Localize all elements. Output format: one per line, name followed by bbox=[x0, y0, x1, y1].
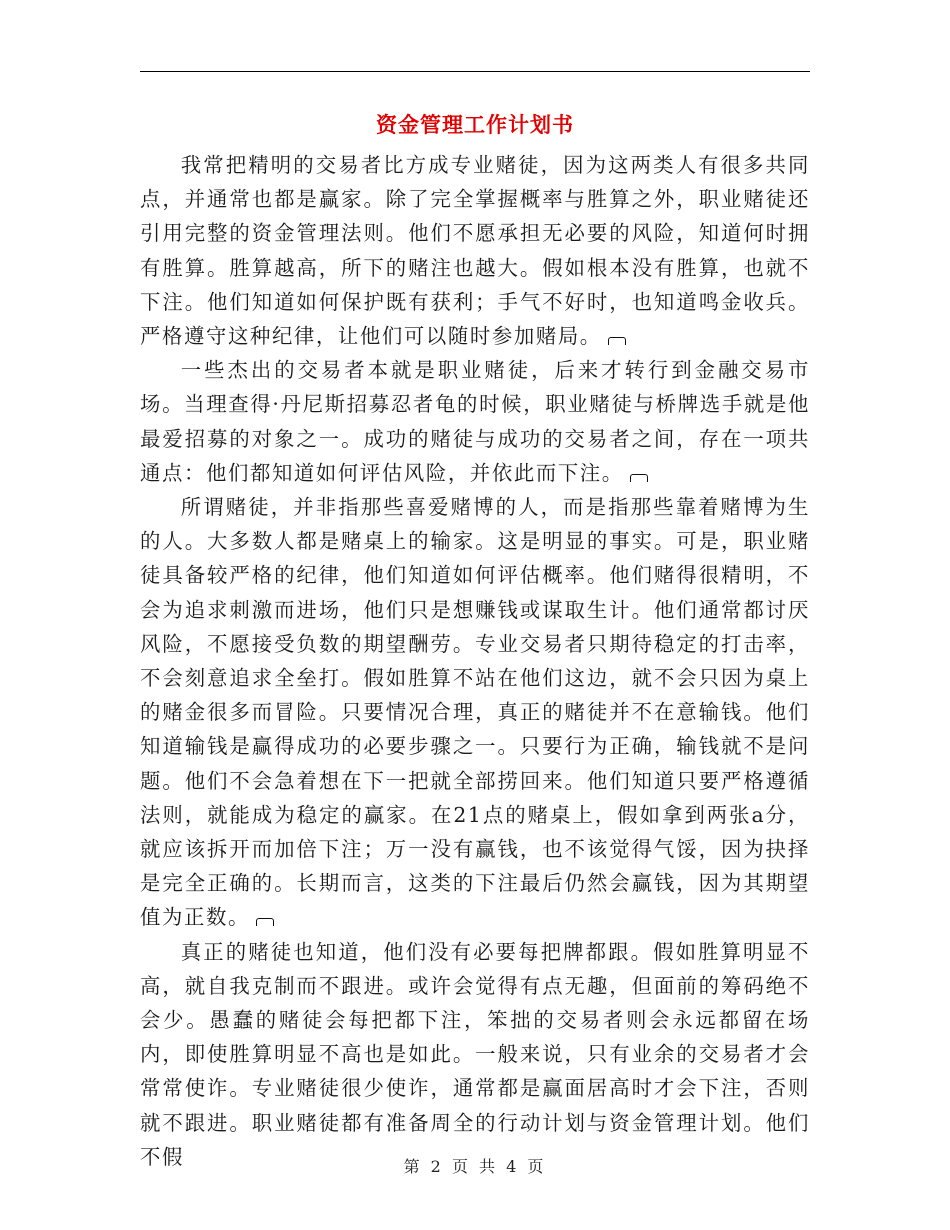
paragraph-3 bbox=[140, 490, 810, 935]
document-body bbox=[140, 148, 810, 1174]
page-number: 第 2 页 共 4 页 bbox=[403, 1157, 547, 1176]
paragraph-4 bbox=[140, 935, 810, 1174]
header-rule bbox=[140, 71, 810, 72]
paragraph-text: 真正的赌徒也知道，他们没有必要每把牌都跟。假如胜算明显不高，就自我克制而不跟进。或许会觉得有点无趣，但面前的筹码绝不会少。愚蠢的赌徒会每把都下注，笨拙的交易者则会永远都留在场内，即使胜算明显不高也是如此。一般来说，只有业余的交易者才会常常使诈。专业赌徒很少使诈，通常都是赢面居高时才会下注，否则就不跟进。职业赌徒都有准备周全的行动计划与资金管理计划。他们不假 bbox=[140, 939, 810, 1169]
paragraph-mark-icon bbox=[630, 474, 648, 482]
paragraph-text: 我常把精明的交易者比方成专业赌徒，因为这两类人有很多共同点，并通常也都是赢家。除了完全掌握概率与胜算之外，职业赌徒还引用完整的资金管理法则。他们不愿承担无必要的风险，知道何时拥有胜算。胜算越高，所下的赌注也越大。假如根本没有胜算，也就不下注。他们知道如何保护既有获利；手气不好时，也知道鸣金收兵。严格遵守这种纪律，让他们可以随时参加赌局。 bbox=[140, 153, 810, 349]
paragraph-mark-icon bbox=[608, 337, 626, 345]
paragraph-1 bbox=[140, 148, 810, 353]
paragraph-2 bbox=[140, 353, 810, 490]
document-title: 资金管理工作计划书 bbox=[376, 112, 574, 137]
paragraph-text: 一些杰出的交易者本就是职业赌徒，后来才转行到金融交易市场。当理查得·丹尼斯招募忍者龟的时候，职业赌徒与桥牌选手就是他最爱招募的对象之一。成功的赌徒与成功的交易者之间，存在一项共通点：他们都知道如何评估风险，并依此而下注。 bbox=[140, 358, 810, 485]
paragraph-text: 所谓赌徒，并非指那些喜爱赌博的人，而是指那些靠着赌博为生的人。大多数人都是赌桌上的输家。这是明显的事实。可是，职业赌徒具备较严格的纪律，他们知道如何评估概率。他们赌得很精明，不会为追求刺激而进场，他们只是想赚钱或谋取生计。他们通常都讨厌风险，不愿接受负数的期望酬劳。专业交易者只期待稳定的打击率，不会刻意追求全垒打。假如胜算不站在他们这边，就不会只因为桌上的赌金很多而冒险。只要情况合理，真正的赌徒并不在意输钱。他们知道输钱是赢得成功的必要步骤之一。只要行为正确，输钱就不是问题。他们不会急着想在下一把就全部捞回来。他们知道只要严格遵循法则，就能成为稳定的赢家。在21点的赌桌上，假如拿到两张a分，就应该拆开而加倍下注；万一没有赢钱，也不该觉得气馁，因为抉择是完全正确的。长期而言，这类的下注最后仍然会赢钱，因为其期望值为正数。 bbox=[140, 495, 810, 930]
paragraph-mark-icon bbox=[256, 918, 274, 926]
